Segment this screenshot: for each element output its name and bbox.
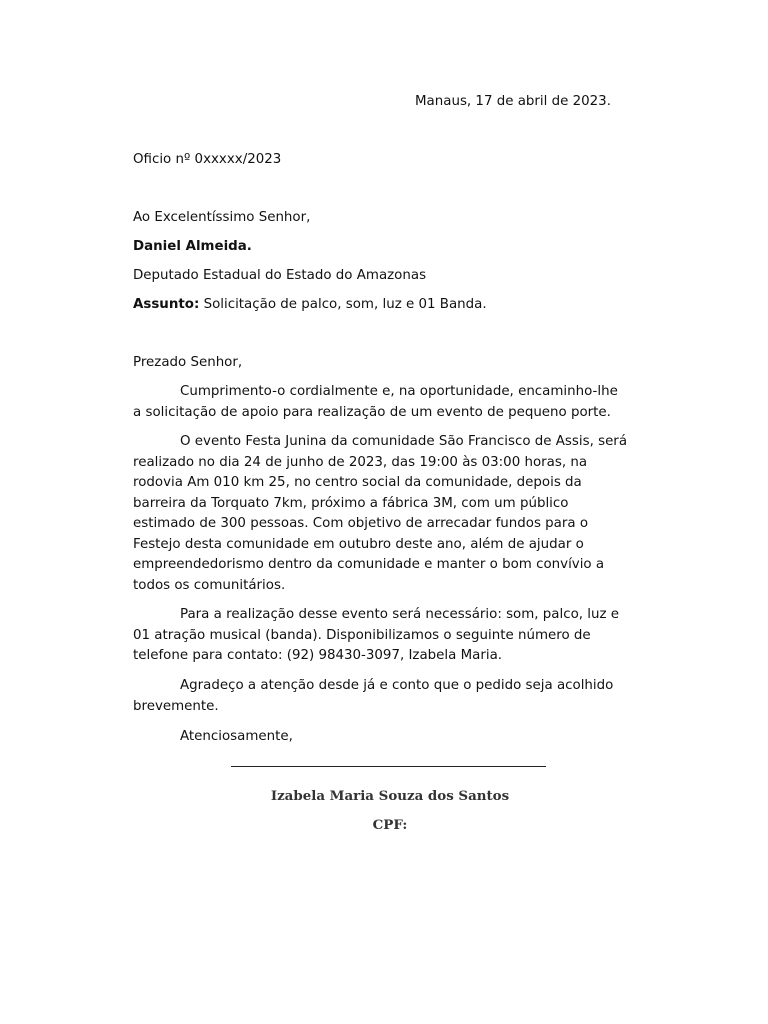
- paragraph-2-line: O evento Festa Junina da comunidade São Francisco de Assis, será: [180, 434, 628, 449]
- closing: Atenciosamente,: [180, 729, 293, 744]
- oficio-number: Oficio nº 0xxxxx/2023: [133, 152, 282, 167]
- paragraph-1-line: Cumprimento-o cordialmente e, na oportunidade, encaminho-lhe: [180, 384, 618, 399]
- paragraph-2-line: empreendedorismo dentro da comunidade e manter o bom convívio a: [133, 557, 605, 572]
- recipient-salutation: Ao Excelentíssimo Senhor,: [133, 210, 311, 225]
- signature-cpf: CPF:: [372, 817, 408, 833]
- recipient-name: Daniel Almeida.: [133, 239, 252, 254]
- paragraph-3-line: telefone para contato: (92) 98430-3097, Izabela Maria.: [133, 648, 503, 663]
- paragraph-4-line: Agradeço a atenção desde já e conto que o pedido seja acolhido: [180, 678, 614, 693]
- paragraph-1-line: a solicitação de apoio para realização de um evento de pequeno porte.: [133, 405, 611, 420]
- paragraph-3-line: Para a realização desse evento será necessário: som, palco, luz e: [180, 607, 620, 622]
- paragraph-2-line: estimado de 300 pessoas. Com objetivo de arrecadar fundos para o: [133, 516, 589, 531]
- paragraph-3-line: 01 atração musical (banda). Disponibilizamos o seguinte número de: [133, 628, 591, 643]
- paragraph-2-line: Festejo desta comunidade em outubro deste ano, além de ajudar o: [133, 537, 584, 552]
- signature-line: [231, 766, 546, 767]
- paragraph-2-line: barreira da Torquato 7km, próximo a fábrica 3M, com um público: [133, 496, 569, 511]
- subject-label: Assunto:: [133, 297, 200, 312]
- paragraph-2-line: realizado no dia 24 de junho de 2023, das 19:00 às 03:00 horas, na: [133, 455, 588, 470]
- paragraph-2-line: rodovia Am 010 km 25, no centro social da comunidade, depois da: [133, 475, 582, 490]
- paragraph-4-line: brevemente.: [133, 699, 219, 714]
- date-place: Manaus, 17 de abril de 2023.: [415, 94, 611, 109]
- greeting: Prezado Senhor,: [133, 355, 243, 370]
- paragraph-2-line: todos os comunitários.: [133, 578, 286, 593]
- signature-name: Izabela Maria Souza dos Santos: [270, 788, 510, 804]
- subject-line: [133, 297, 487, 313]
- subject-text: Solicitação de palco, som, luz e 01 Banda.: [199, 297, 487, 312]
- recipient-role: Deputado Estadual do Estado do Amazonas: [133, 268, 427, 283]
